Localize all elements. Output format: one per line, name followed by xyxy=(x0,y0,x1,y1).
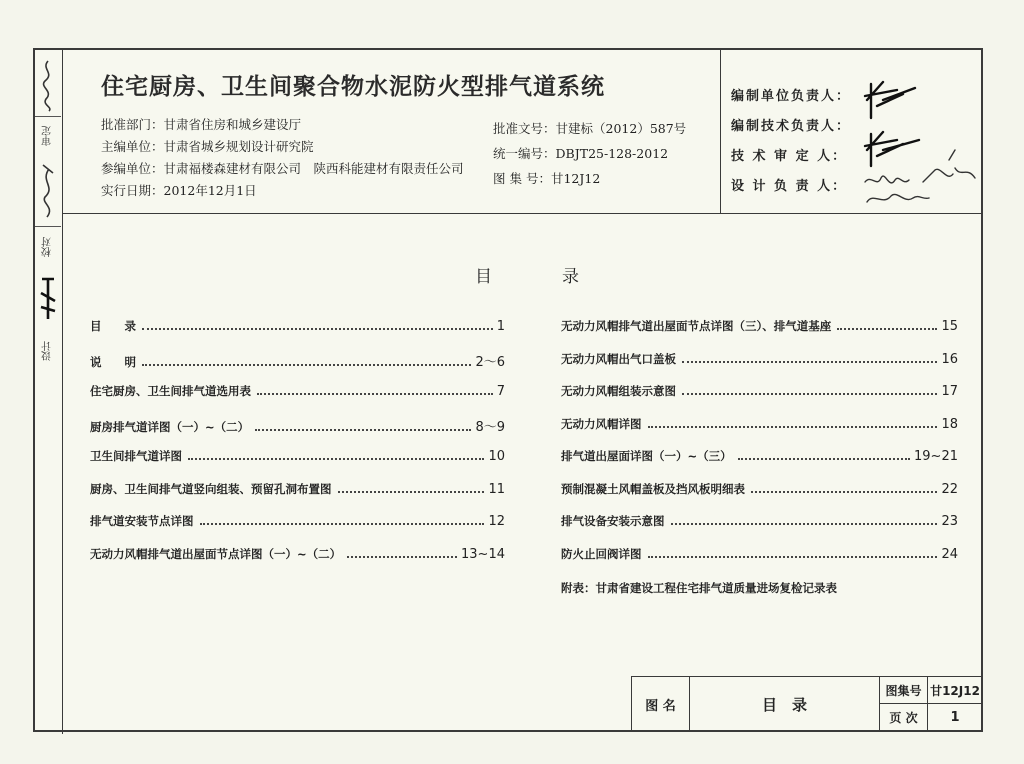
toc-appendix[interactable]: 附表：甘肃省建设工程住宅排气道质量进场复检记录表 xyxy=(561,581,837,595)
toc-item-page: 8～9 xyxy=(475,419,505,435)
toc-item-page: 7 xyxy=(496,384,505,399)
leader-dots xyxy=(188,458,484,460)
toc-item-page: 24 xyxy=(941,546,958,562)
chief-unit-label: 主编单位： xyxy=(101,139,164,154)
reviewer-label: 技 术 审 定 人： xyxy=(731,149,848,164)
leader-dots xyxy=(257,393,493,395)
toc-item-title: 预制混凝土风帽盖板及挡风板明细表 xyxy=(561,481,745,496)
drawing-sheet xyxy=(33,48,983,732)
toc-item-page: 11 xyxy=(488,481,505,497)
toc-item-page: 23 xyxy=(941,514,958,529)
leader-dots xyxy=(648,426,938,428)
page-cell-label: 页 次 xyxy=(880,704,928,731)
toc-item-title: 无动力风帽排气道出屋面节点详图（三）、排气道基座 xyxy=(561,319,832,333)
header-divider xyxy=(720,50,721,213)
toc-item[interactable] xyxy=(561,481,958,514)
approval-dept-label: 批准部门： xyxy=(101,117,164,132)
toc-item-title: 住宅厨房、卫生间排气道选用表 xyxy=(90,384,251,398)
toc-item[interactable] xyxy=(561,513,958,546)
toc-item[interactable] xyxy=(561,416,958,449)
toc-item-page: 19~21 xyxy=(914,449,958,464)
atlas-no-cell-label: 图集号 xyxy=(880,677,928,704)
toc-item-title: 无动力风帽详图 xyxy=(561,416,642,431)
document-numbers xyxy=(493,116,686,191)
sidebar-label-design: 设计 xyxy=(42,341,54,361)
leader-dots xyxy=(751,491,937,493)
atlas-no-label: 图 集 号： xyxy=(493,171,551,186)
toc-heading-char-2: 录 xyxy=(562,267,579,287)
toc-left-column xyxy=(90,318,505,578)
toc-item[interactable] xyxy=(90,351,505,384)
toc-item[interactable] xyxy=(561,546,958,579)
sidebar-label-approve: 审定 xyxy=(35,116,61,156)
designer-row xyxy=(731,172,851,202)
toc-item-title: 目 录 xyxy=(90,319,136,333)
toc-right-column xyxy=(561,318,958,578)
toc-item-title: 说 明 xyxy=(90,354,136,369)
leader-dots xyxy=(200,523,485,525)
toc-item[interactable] xyxy=(90,318,505,351)
toc-item[interactable] xyxy=(90,448,505,481)
toc-item[interactable] xyxy=(561,318,958,351)
toc-item[interactable] xyxy=(561,383,958,416)
header-block xyxy=(63,50,981,214)
toc-item-title: 厨房、卫生间排气道竖向组装、预留孔洞布置图 xyxy=(90,481,332,496)
handwritten-signatures xyxy=(863,70,978,210)
approval-dept: 甘肃省住房和城乡建设厅 xyxy=(163,117,302,132)
toc-item-page: 13~14 xyxy=(461,546,505,562)
leader-dots xyxy=(837,328,937,330)
toc-item-page: 1 xyxy=(496,319,505,334)
reviewer-row xyxy=(731,142,851,172)
drawing-name: 目 录 xyxy=(690,677,880,731)
toc-item-page: 10 xyxy=(488,449,505,464)
toc-item-title: 排气道安装节点详图 xyxy=(90,514,194,528)
toc-item[interactable] xyxy=(90,513,505,546)
title-block xyxy=(631,676,983,732)
signature-designer xyxy=(35,268,61,330)
toc-item-page: 17 xyxy=(941,384,958,399)
review-sidebar xyxy=(35,50,63,734)
toc-item-page: 12 xyxy=(488,514,505,529)
toc-item[interactable] xyxy=(90,383,505,416)
atlas-no: 甘12J12 xyxy=(550,171,601,186)
leader-dots xyxy=(738,458,910,460)
unified-no-label: 统一编号： xyxy=(493,146,556,161)
effective-date: 2012年12月1日 xyxy=(163,183,257,198)
signature-checker xyxy=(35,156,61,226)
toc-item-title: 防火止回阀详图 xyxy=(561,546,642,561)
drawing-name-label: 图 名 xyxy=(632,677,690,731)
toc-item-title: 厨房排气道详图（一）~（二） xyxy=(90,419,250,434)
resp-tech-row xyxy=(731,112,851,142)
participants-label: 参编单位： xyxy=(101,161,164,176)
leader-dots xyxy=(682,393,937,395)
resp-unit-label: 编制单位负责人： xyxy=(731,89,852,104)
designer-label: 设 计 负 责 人： xyxy=(731,179,848,194)
leader-dots xyxy=(671,523,938,525)
leader-dots xyxy=(682,361,937,363)
toc-item-page: 18 xyxy=(941,416,958,432)
leader-dots xyxy=(347,556,457,558)
toc-item[interactable] xyxy=(90,481,505,514)
leader-dots xyxy=(648,556,938,558)
toc-item-title: 卫生间排气道详图 xyxy=(90,449,182,463)
chief-unit: 甘肃省城乡规划设计研究院 xyxy=(163,139,314,154)
toc-item-page: 16 xyxy=(941,351,958,367)
toc-item[interactable] xyxy=(90,546,505,579)
toc-item[interactable] xyxy=(561,448,958,481)
atlas-no-cell: 甘12J12 xyxy=(928,677,982,704)
toc-item-title: 排气设备安装示意图 xyxy=(561,514,665,528)
toc-item[interactable] xyxy=(561,351,958,384)
approval-no: 甘建标（2012）587号 xyxy=(555,121,687,136)
leader-dots xyxy=(255,429,471,431)
publication-info xyxy=(101,114,464,202)
toc-item-title: 无动力风帽组装示意图 xyxy=(561,384,676,398)
sidebar-label-check: 校对 xyxy=(35,226,61,268)
approval-no-label: 批准文号： xyxy=(493,121,556,136)
participants: 甘肃福楼森建材有限公司 陕西科能建材有限责任公司 xyxy=(163,161,464,176)
toc-item[interactable] xyxy=(90,416,505,449)
signature-approver xyxy=(35,54,61,116)
page-cell: 1 xyxy=(950,710,960,725)
toc-item-title: 无动力风帽排气道出屋面节点详图（一）~（二） xyxy=(90,546,342,561)
leader-dots xyxy=(338,491,485,493)
toc-item-page: 2～6 xyxy=(475,354,505,370)
toc-heading-char-1: 目 xyxy=(475,267,492,287)
resp-tech-label: 编制技术负责人： xyxy=(731,119,852,134)
toc-item-page: 22 xyxy=(941,481,958,497)
toc-item-title: 排气道出屋面详图（一）~（三） xyxy=(561,449,732,463)
toc-item-page: 15 xyxy=(941,319,958,334)
leader-dots xyxy=(142,328,493,330)
leader-dots xyxy=(142,364,471,366)
document-title: 住宅厨房、卫生间聚合物水泥防火型排气道系统 xyxy=(101,74,605,100)
effective-date-label: 实行日期： xyxy=(101,183,164,198)
toc-heading xyxy=(475,262,649,287)
unified-no: DBJT25-128-2012 xyxy=(555,146,669,161)
toc-item-title: 无动力风帽出气口盖板 xyxy=(561,351,676,366)
responsible-persons xyxy=(731,82,851,202)
resp-unit-row xyxy=(731,82,851,112)
